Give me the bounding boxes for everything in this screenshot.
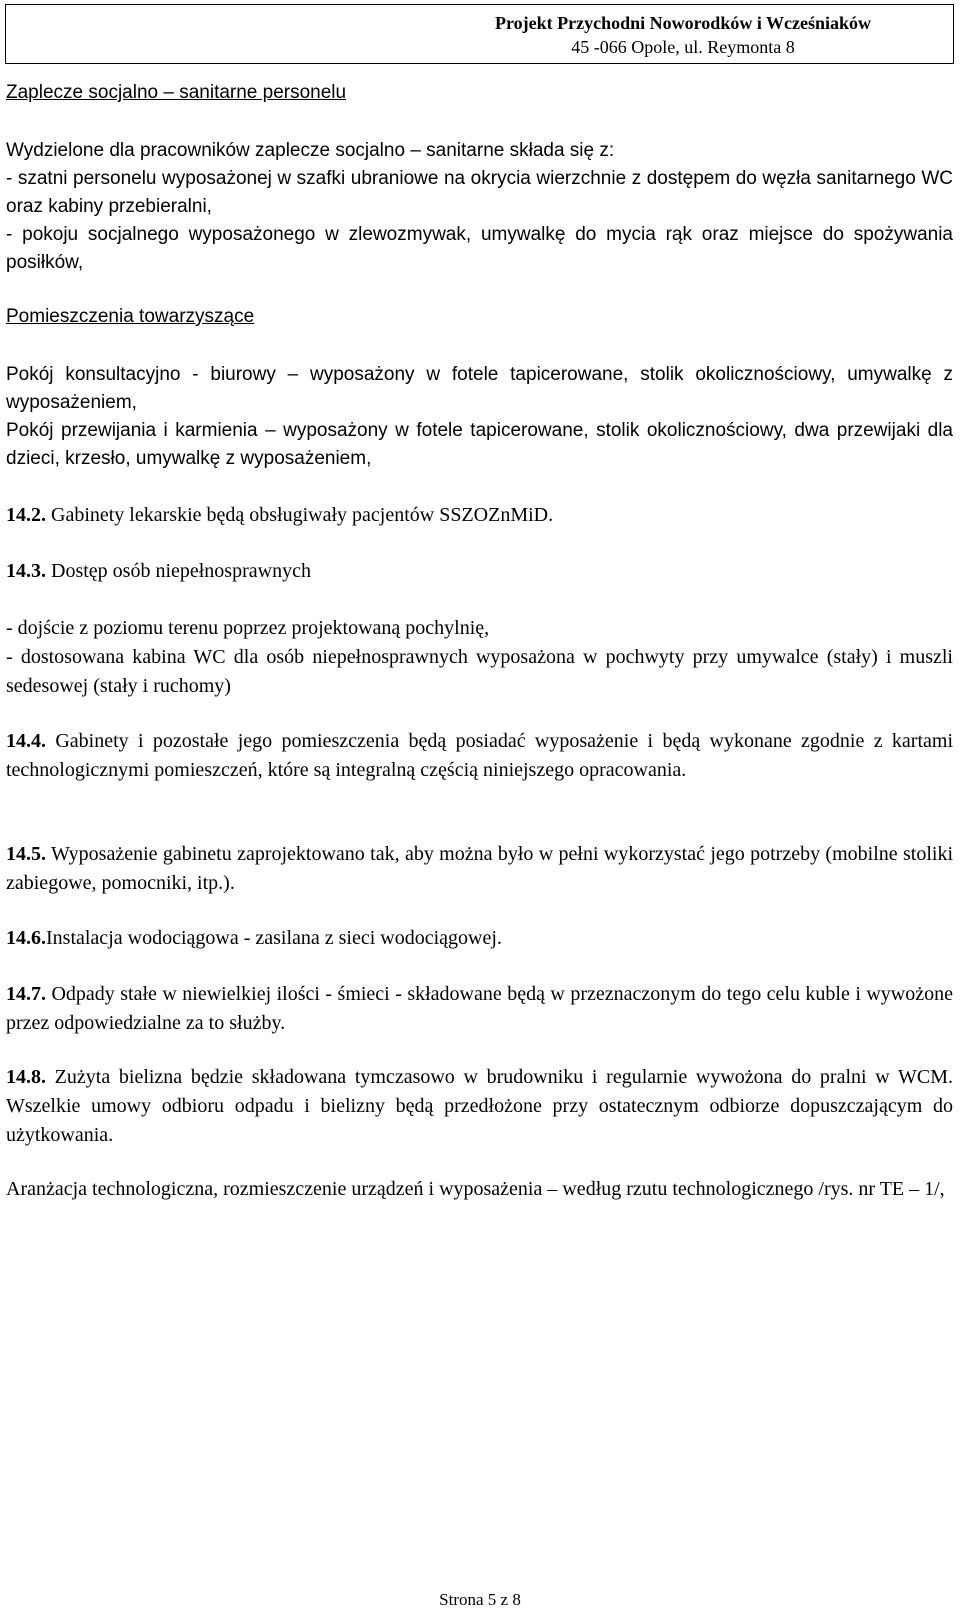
paragraph-14-4 xyxy=(6,727,953,785)
social-item-locker-room: - szatni personelu wyposażonej w szafki ubraniowe na okrycia wierzchnie z dostępem do węzła sanitarnego WC oraz kabiny przebieralni, xyxy=(6,168,953,217)
paragraph-number: 14.3. xyxy=(6,560,46,582)
header-address: 45 -066 Opole, ul. Reymonta 8 xyxy=(571,37,795,57)
paragraph-14-7 xyxy=(6,980,953,1038)
accessibility-ramp: - dojście z poziomu terenu poprzez projektowaną pochylnię, xyxy=(6,617,490,639)
paragraph-text: Gabinety lekarskie będą obsługiwały pacjentów SSZOZnMiD. xyxy=(46,504,554,526)
social-item-staff-room: - pokoju socjalnego wyposażonego w zlewozmywak, umywalkę do mycia rąk oraz miejsce do spożywania posiłków, xyxy=(6,224,953,273)
paragraph-text: Instalacja wodociągowa - zasilana z sieci wodociągowej. xyxy=(46,927,502,949)
closing-paragraph: Aranżacja technologiczna, rozmieszczenie urządzeń i wyposażenia – według rzutu technologicznego /rys. nr TE – 1/, xyxy=(6,1178,945,1200)
room-changing: Pokój przewijania i karmienia – wyposażony w fotele tapicerowane, stolik okolicznościowy, dwa przewijaki dla dzieci, krzesło, umywalkę z wyposażeniem, xyxy=(6,420,953,469)
paragraph-14-6 xyxy=(6,924,953,953)
paragraph-number: 14.4. xyxy=(6,730,46,752)
social-intro: Wydzielone dla pracowników zaplecze socjalno – sanitarne składa się z: xyxy=(6,140,615,161)
paragraph-number: 14.5. xyxy=(6,843,46,865)
paragraph-number: 14.2. xyxy=(6,504,46,526)
section-heading-social: Zaplecze socjalno – sanitarne personelu xyxy=(6,82,347,103)
accessibility-wc: - dostosowana kabina WC dla osób niepełnosprawnych wyposażona w pochwyty przy umywalce (stały) i muszli sedesowej (stały i ruchomy) xyxy=(6,646,953,697)
paragraph-text: Zużyta bielizna będzie składowana tymczasowo w brudowniku i regularnie wywożona do pralni w WCM. Wszelkie umowy odbioru odpadu i bielizny będą przedłożone przy ostatecznym odbiorze dopuszczającym do użytkowania. xyxy=(6,1066,953,1146)
room-consultation: Pokój konsultacyjno - biurowy – wyposażony w fotele tapicerowane, stolik okolicznościowy, umywalkę z wyposażeniem, xyxy=(6,364,953,413)
paragraph-text: Wyposażenie gabinetu zaprojektowano tak, aby można było w pełni wykorzystać jego potrzeby (mobilne stoliki zabiegowe, pomocniki, itp.). xyxy=(6,843,953,894)
paragraph-number: 14.7. xyxy=(6,983,46,1005)
paragraph-text: Dostęp osób niepełnosprawnych xyxy=(46,560,311,582)
page-number: Strona 5 z 8 xyxy=(439,1590,521,1609)
paragraph-14-8 xyxy=(6,1063,953,1150)
paragraph-14-5 xyxy=(6,840,953,898)
paragraph-14-3 xyxy=(6,557,953,586)
paragraph-text: Gabinety i pozostałe jego pomieszczenia będą posiadać wyposażenie i będą wykonane zgodnie z kartami technologicznymi pomieszczeń, które są integralną częścią niniejszego opracowania. xyxy=(6,730,953,781)
page-header xyxy=(5,4,954,64)
header-text-block xyxy=(423,11,943,59)
paragraph-text: Odpady stałe w niewielkiej ilości - śmieci - składowane będą w przeznaczonym do tego celu kuble i wywożone przez odpowiedzialne za to służby. xyxy=(6,983,953,1034)
section-heading-rooms: Pomieszczenia towarzyszące xyxy=(6,306,255,327)
header-title: Projekt Przychodni Noworodków i Wcześniaków xyxy=(495,13,871,33)
paragraph-number: 14.6. xyxy=(6,927,46,949)
paragraph-number: 14.8. xyxy=(6,1066,46,1088)
paragraph-14-2 xyxy=(6,501,953,530)
